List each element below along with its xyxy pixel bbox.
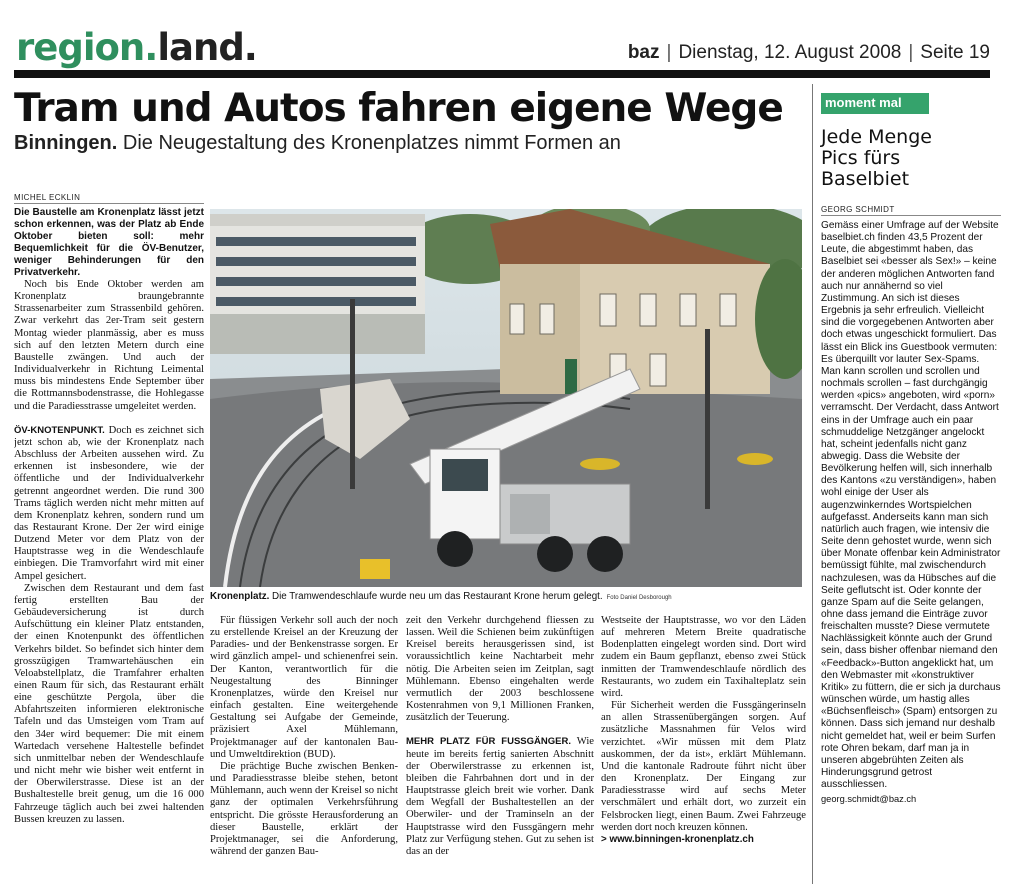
photo-caption [210,591,810,602]
article-paragraph: Für flüssigen Verkehr soll auch der noch zu erstellende Kreisel an der Kreuzung der Paradies- und der Benkenstrasse sorgen. Er wird gänzlich ampel- und schienenfrei sein. Der Kanton, verantwortlich für die Neugestaltung des Binninger Kronenplatzes, würde den Kreisel nur einfach gestalten. Eine weitergehende Gestaltung sei Aufgabe der Gemeinde, präzisiert Axel Mühlemann, Projektmanager auf der kantonalen Bau- und Umweltdirektion (BUD). [210,615,398,760]
article-subhead [14,132,814,155]
article-lead: Die Baustelle am Kronenplatz lässt jetzt schon erkennen, was der Platz ab Ende Oktober bieten soll: mehr Bequemlichkeit für die ÖV-Benutzer, weniger Behinderungen für den Privatverkehr. [14,207,204,278]
article-paragraph: Westseite der Hauptstrasse, wo vor den Läden auf mehreren Metern Breite quadratische Bodenplatten eingelegt worden sind. Dort wird zudem ein Baum gepflanzt, ebenso zwei Stück inmitten der Tramwendeschlaufe nördlich des Restaurants, wo zudem ein Taxihalteplatz sein wird. [601,615,806,699]
sidebar-title: Jede Menge Pics fürs Baselbiet [821,126,932,190]
column-divider [812,84,813,884]
article-paragraph: Für Sicherheit werden die Fussgängerinseln an allen Strassenübergängen sorgen. Auf zusätzliche Massnahmen für Velos wird verzichtet. «Wir müssen mit dem Platz auskommen, der da ist», erklärt Mühlemann. Und die kantonale Radroute führt nicht über den Kronenplatz. Der Eingang zur Paradiesstrasse wird auf sechs Meter verschmälert und erhält dort, wo zurzeit ein Felsbrocken liegt, einen Baum. Zwei Fahrzeuge werden dort noch kreuzen können. [601,700,806,833]
author-email[interactable]: georg.schmidt@baz.ch [821,794,917,805]
article-paragraph: Die prächtige Buche zwischen Benken- und Paradiesstrasse bleibe stehen, betont Mühlemann, auch wenn der Kreisel so nicht ganz der optimalen Verkehrsführung entspricht. Die grösste Herausforderung an dieser Baustelle, erklärt der Projektmanager, sei die Anforderung, während der ganzen Bau- [210,760,398,857]
sidebar-text: Gemäss einer Umfrage auf der Website baselbiet.ch finden 43,5 Prozent der Leute, die abgestimmt haben, das Baselbiet sei «besser als Sex!» – keine der anderen möglichen Antworten fand auch nur annähernd so viel Zustimmung. An sich ist dieses Ergebnis ja sehr erfreulich. Vielleicht sind die vorgegebenen Antworten aber doch etwas ungeschickt formuliert. Das lässt ein Blick ins Guestbook vermuten: Es überquillt vor lauter Sex-Spams. Man kann scrollen und scrollen und nochmals scrollen – fast durchgängig werden «pics» angeboten, wird «porn» verramscht. Der Verdacht, dass Antwort eins in der Umfrage auch ein paar schmuddelige Netzgänger angelockt hat, scheint jedenfalls nicht ganz abwegig. Dass die Website der Bevölkerung helfen will, sich innerhalb des Kantons «zu verständigen», haben wohl einige der User als augenzwinkerndes Wortspielchen aufgefasst. Anderseits kann man sich natürlich auch fragen, wie intensiv die Seite denn gehostet wurde, wenn sich über Monate offenbar kein Administrator bemüssigt fühlte, mal zwischendurch nachzulesen, was da Hübsches auf die Seite geflutscht ist. Oder konnte der ganze Spam auf die Seite gelangen, ohne dass jemand die Einträge zuvor freischalten musste? Diese vermutete Nachlässigkeit könnte auch der Grund sein, dass bisher offenbar niemand den «Feedback»-Button angeklickt hat, um den Webmaster mit «konstruktiver Kritik» zu füttern, die er sich ja durchaus wünschen würde, um hastig alles «Büchsenfleisch» (Spam) entsorgen zu können. Dass sich jemand nur deshalb nicht gemeldet hat, weil er beim Surfen rote Ohren bekam, darf man ja in unseren abgebrühten Zeiten als Hinderungsgrund getrost ausschliessen. [821,220,1001,791]
subhead-oev: ÖV-KNOTENPUNKT. [14,424,105,436]
article-paragraph: Noch bis Ende Oktober werden am Kronenplatz braungebrannte Strassenarbeiter zum Strassenbild gehören. Zwar verkehrt das 2er-Tram seit gestern Montag wieder planmässig, aber es muss sich auf den letzten Metern durch eine Baustelle zwängen. Und auch der Individualverkehr in Richtung Leimental muss bis mindestens Ende September über die Rottmannsbodenstrasse, die Hohlegasse und die Paradiesstrasse umgeleitet werden. [14,279,204,412]
paper-name: baz [627,42,660,63]
article-paragraph: MEHR PLATZ FÜR FUSSGÄNGER. Wie heute im bereits fertig sanierten Abschnitt der Oberwilerstrasse zu erkennen ist, bleiben die Fahrbahnen dort und in der Hauptstrasse gleich breit wie vorher. Dank dem Wegfall der Bushaltestellen an der Oberwiler- und der Traminseln an der Hauptstrasse wird den Fussgängern mehr Platz zur Verfügung stehen. Gut zu sehen ist das an der [406,736,594,857]
article-column-4 [601,615,806,885]
photo-credit: Foto Daniel Desborough [606,595,672,601]
issue-date: Dienstag, 12. August 2008 [678,42,902,63]
masthead-rule [14,70,990,78]
article-paragraph: Zwischen dem Restaurant und dem fast fertig erstellten Bau der Gebäudeversicherung ist durch Aufschüttung ein kleiner Platz entstanden, der einen Knotenpunkt des öffentlichen Verkehrs bildet. So befindet sich hinter dem grosszügigen Tramwartehäuschen ein Veloabstellplatz, die Tramfahrer erhalten einen Raum für sich, das Restaurant erhält eine geschützte Pergola, über die Abfahrtszeiten informieren elektronische Tafeln und das Umsteigen vom Tram auf den 34er wird bequemer: Die mit einem Wartedach versehene Haltestelle befindet sich unmittelbar neben der Wendeschlaufe und nicht mehr wie bisher weit entfernt in der Oberwilerstrasse. Diese ist an der Bushaltestelle breit genug, um die 16 000 Fahrzeuge täglich auch bei zwei haltenden Bussen kreuzen zu lassen. [14,582,204,825]
article-link[interactable]: > www.binningen-kronenplatz.ch [601,833,754,845]
article-paragraph: ÖV-KNOTENPUNKT. Doch es zeichnet sich jetzt schon ab, wie der Kronenplatz nach Abschluss der Arbeiten aussehen wird. Zu erkennen ist insbesondere, wie der öffentliche und der Individualverkehr getrennt angeordnet werden. Die rund 300 Trams täglich werden nicht mehr mitten auf dem Kronenplatz kehren, sondern rund um das Restaurant Krone. Der 2er wird einige Dutzend Meter vor dem Platz von der Hauptstrasse weg in die Wendeschlaufe einbiegen. Die Tramvorfahrt wird mit einer Ampel gesichert. [14,424,204,582]
caption-text: Die Tramwendeschlaufe wurde neu um das Restaurant Krone herum gelegt. [269,591,603,602]
masthead [14,24,990,72]
article-column-1 [14,207,204,882]
article-byline: MICHEL ECKLIN [14,193,204,204]
article-paragraph: zeit den Verkehr durchgehend fliessen zu lassen. Weil die Schienen beim zukünftigen Kreisel bereits herausgerissen sind, ist voraussichtlich keine Nachtarbeit mehr nötig. Die Arbeiten seien im Zeitplan, sagt Mühlemann. Ebenso eingehalten werde vermutlich der 2003 beschlossene Kostenrahmen von 9,1 Millionen Franken, zusätzlich der Teuerung. [406,615,594,724]
sidebar-byline: GEORG SCHMIDT [821,205,1001,216]
subhead-fussgaenger: MEHR PLATZ FÜR FUSSGÄNGER. [406,736,571,748]
article-column-3 [406,615,594,885]
article-column-2 [210,615,398,885]
issue-line: baz | Dienstag, 12. August 2008 | Seite 19 [627,42,990,63]
caption-title: Kronenplatz. [210,591,270,602]
article-photo [210,209,802,587]
page-number: Seite 19 [920,42,990,63]
sidebar-column [821,220,1001,880]
photo-kronenplatz [210,209,802,587]
section-logo-region: region. [16,26,158,69]
subhead-place: Binningen. [14,132,118,154]
subhead-text: Die Neugestaltung des Kronenplatzes nimmt Formen an [117,132,621,154]
section-logo-land: land. [157,26,257,69]
section-logo [16,26,257,69]
article-headline: Tram und Autos fahren eigene Wege [14,86,783,131]
sidebar-kicker: moment mal [821,93,929,114]
